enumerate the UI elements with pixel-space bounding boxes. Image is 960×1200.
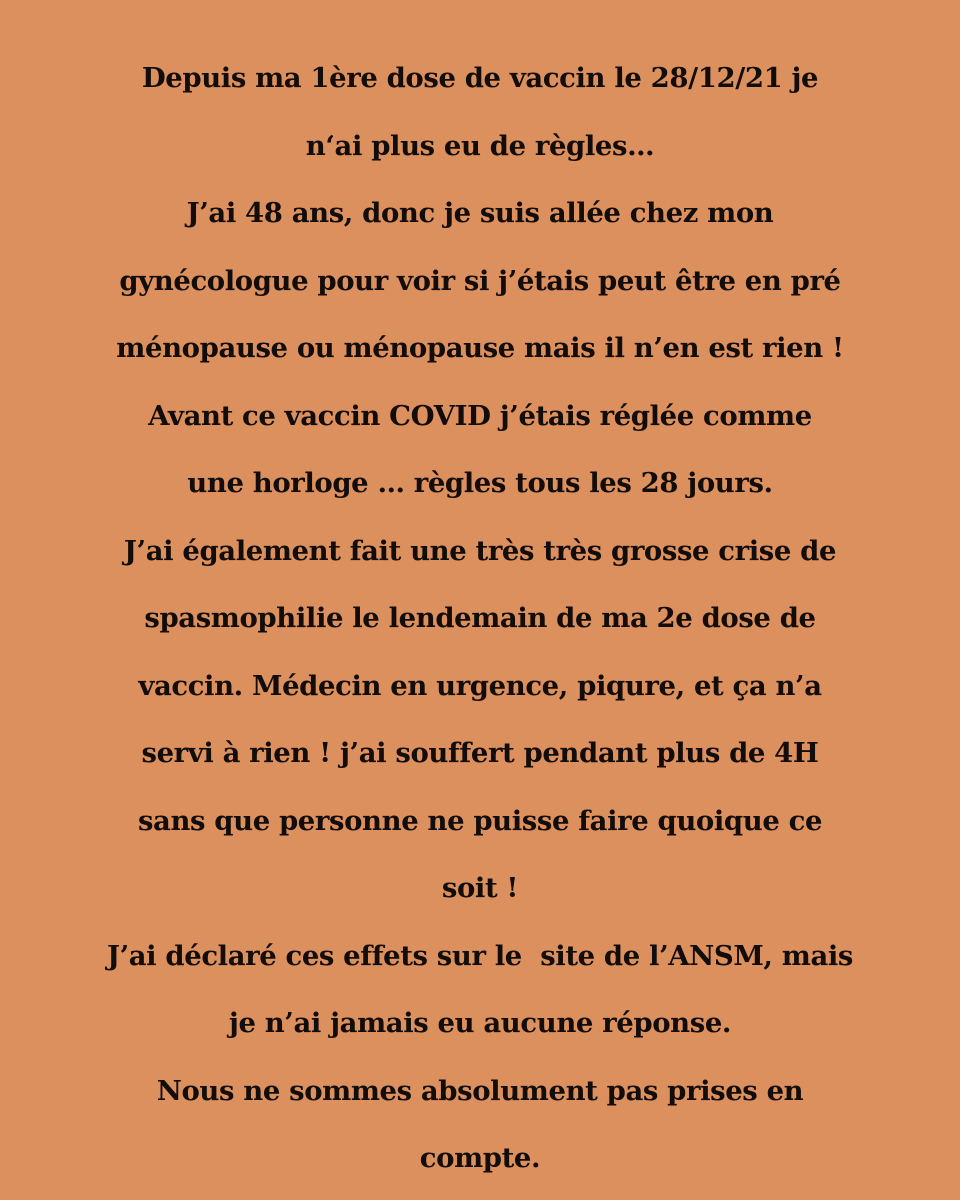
text-line-15: je n’ai jamais eu aucune réponse. xyxy=(228,1007,732,1039)
text-line-13: soit ! xyxy=(441,872,519,904)
text-line-2: n‘ai plus eu de règles… xyxy=(305,129,655,162)
text-line-4: gynécologue pour voir si j’étais peut être en pré xyxy=(119,264,841,297)
text-line-1: Depuis ma 1ère dose de vaccin le 28/12/21 je xyxy=(141,62,819,94)
text-line-16: Nous ne sommes absolument pas prises en xyxy=(156,1074,804,1107)
text-line-12: sans que personne ne puisse faire quoique ce xyxy=(137,804,823,837)
text-line-11: servi à rien ! j’ai souffert pendant plus de 4H xyxy=(141,737,819,769)
text-line-17: compte. xyxy=(419,1142,541,1174)
text-line-7: une horloge … règles tous les 28 jours. xyxy=(187,467,773,499)
text-line-3: J’ai 48 ans, donc je suis allée chez mon xyxy=(186,197,774,229)
text-line-9: spasmophilie le lendemain de ma 2e dose de xyxy=(144,602,816,634)
text-line-10: vaccin. Médecin en urgence, piqure, et ça n’a xyxy=(138,669,822,702)
testimony-text xyxy=(0,45,960,1193)
text-line-5: ménopause ou ménopause mais il n’en est rien ! xyxy=(116,332,844,364)
text-line-6: Avant ce vaccin COVID j’étais réglée comme xyxy=(148,399,812,432)
text-line-14: J’ai déclaré ces effets sur le site de l’ANSM, mais xyxy=(106,939,854,972)
text-line-8: J’ai également fait une très très grosse crise de xyxy=(123,534,837,567)
